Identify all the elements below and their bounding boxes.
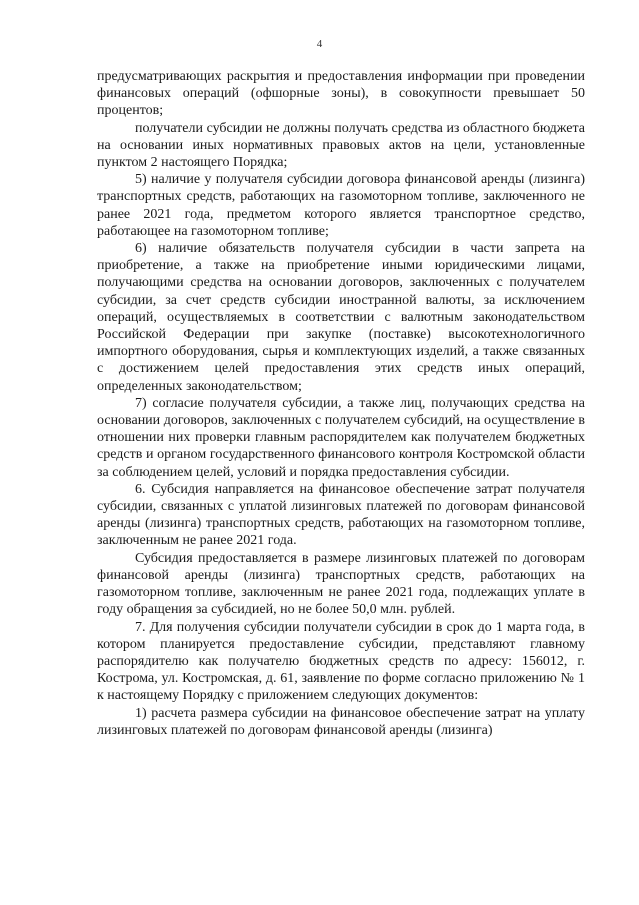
- paragraph-item-1-calculation: 1) расчета размера субсидии на финансовое обеспечение затрат на уплату лизинговых платежей по договорам финансовой аренды (лизинга): [97, 705, 585, 738]
- paragraph-item-6-currency-ban: 6) наличие обязательств получателя субсидии в части запрета на приобретение, а также на приобретение иными юридическими лицами, получающими средства на основании договоров, заключенных с получателем субсидии, за счет средств субсидии иностранной валюты, за исключением операций, осуществляемых в соответствии с валютным законодательством Российской Федерации при закупке (поставке) высокотехнологичного импортного оборудования, сырья и комплектующих изделий, а также связанных с достижением целей предоставления этих средств иных операций, определенных законодательством;: [97, 241, 585, 394]
- paragraph-no-other-funding: получатели субсидии не должны получать средства из областного бюджета на основании иных нормативных правовых актов на цели, установленные пунктом 2 настоящего Порядка;: [97, 120, 585, 171]
- paragraph-item-5-leasing-contract: 5) наличие у получателя субсидии договора финансовой аренды (лизинга) транспортных средств, работающих на газомоторном топливе, заключенного не ранее 2021 года, предметом которого является транспортное средство, работающее на газомоторном топливе;: [97, 172, 585, 239]
- paragraph-continuation-offshore: предусматривающих раскрытия и предоставления информации при проведении финансовых операций (офшорные зоны), в совокупности превышает 50 процентов;: [97, 69, 585, 119]
- paragraph-subsidy-amount: Субсидия предоставляется в размере лизинговых платежей по договорам финансовой аренды (лизинга) транспортных средств, работающих на газомоторном топливе, заключенным не ранее 2021 года, подлежащих уплате в году обращения за субсидией, но не более 50,0 млн. рублей.: [97, 550, 585, 618]
- paragraph-section-7-application: 7. Для получения субсидии получатели субсидии в срок до 1 марта года, в котором планируется предоставление субсидии, представляют главному распорядителю как получателю бюджетных средств по адресу: 156012, г. Кострома, ул. Костромская, д. 61, заявление по форме согласно приложению № 1 к настоящему Порядку с приложением следующих документов:: [97, 619, 585, 704]
- page-number: 4: [316, 38, 323, 50]
- paragraph-section-6-purpose: 6. Субсидия направляется на финансовое обеспечение затрат получателя субсидии, связанных с уплатой лизинговых платежей по договорам финансовой аренды (лизинга) транспортных средств, работающих на газомоторном топливе, заключенным не ранее 2021 года.: [97, 481, 585, 549]
- paragraph-item-7-audit-consent: 7) согласие получателя субсидии, а также лиц, получающих средства на основании договоров, заключенных с получателем субсидий, на осуществление в отношении них проверки главным распорядителем как получателем бюджетных средств и органом государственного финансового контроля Костромской области за соблюдением целей, условий и порядка предоставления субсидии.: [97, 395, 585, 480]
- document-body: [97, 68, 585, 739]
